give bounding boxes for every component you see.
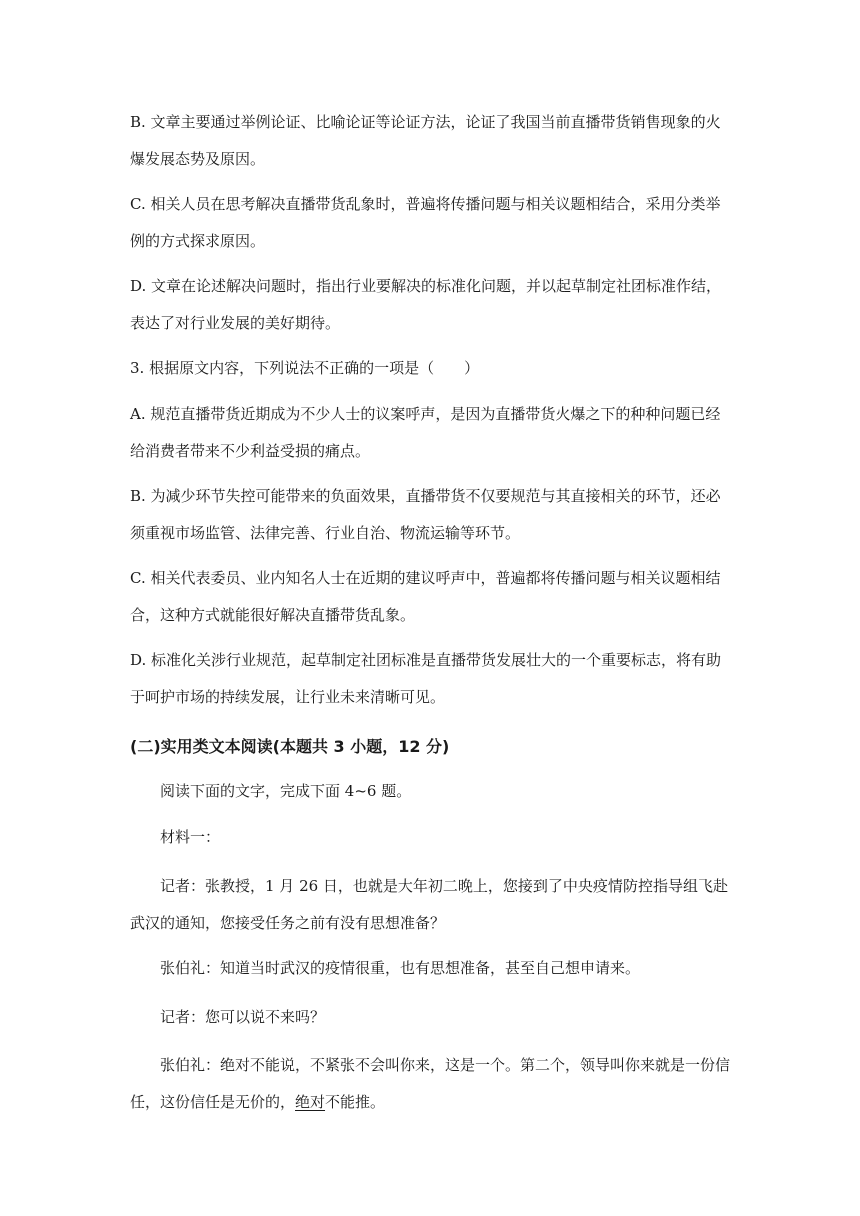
underlined-word: 绝对 [295,1093,326,1111]
text-line: D. 标准化关涉行业规范，起草制定社团标准是直播带货发展壮大的一个重要标志，将有助 [130,651,722,669]
text-line: 合，这种方式就能很好解决直播带货乱象。 [130,606,416,624]
option-a-q3 [130,396,730,470]
text-line: 表达了对行业发展的美好期待。 [130,314,341,332]
dialogue-reporter-1 [130,868,730,942]
text-line: 爆发展态势及原因。 [130,150,266,168]
text-line: 张伯礼：绝对不能说，不紧张不会叫你来，这是一个。第二个，领导叫你来就是一份信 [160,1056,731,1074]
question-text: 3. 根据原文内容，下列说法不正确的一项是（ ） [130,359,480,377]
text-line: 张伯礼：知道当时武汉的疫情很重，也有思想准备，甚至自己想申请来。 [160,959,641,977]
section-instruction [130,773,730,810]
material-label [130,819,730,856]
text-line: 例的方式探求原因。 [130,232,266,250]
text-segment: 不能推。 [325,1093,386,1111]
material-label-text: 材料一： [160,828,221,846]
option-b-q2 [130,104,730,178]
text-line: 给消费者带来不少利益受损的痛点。 [130,442,371,460]
text-line: B. 为减少环节失控可能带来的负面效果，直播带货不仅要规范与其直接相关的环节，还必 [130,487,721,505]
option-b-q3 [130,478,730,552]
text-line [130,1084,730,1121]
dialogue-zhang-1 [130,950,730,987]
option-d-q3 [130,642,730,716]
text-line: C. 相关代表委员、业内知名人士在近期的建议呼声中，普遍都将传播问题与相关议题相结 [130,569,721,587]
text-line: 记者：您可以说不来吗？ [160,1008,326,1026]
option-c-q2 [130,186,730,260]
text-line: 于呵护市场的持续发展，让行业未来清晰可见。 [130,688,446,706]
instruction-text: 阅读下面的文字，完成下面 4~6 题。 [160,782,412,800]
text-line: A. 规范直播带货近期成为不少人士的议案呼声，是因为直播带货火爆之下的种种问题已经 [130,405,721,423]
option-d-q2 [130,268,730,342]
text-line: D. 文章在论述解决问题时，指出行业要解决的标准化问题，并以起草制定社团标准作结， [130,277,722,295]
text-line: C. 相关人员在思考解决直播带货乱象时，普遍将传播问题与相关议题相结合，采用分类举 [130,195,721,213]
dialogue-zhang-2 [130,1047,730,1121]
text-segment: 任，这份信任是无价的， [130,1093,296,1111]
text-line: B. 文章主要通过举例论证、比喻论证等论证方法，论证了我国当前直播带货销售现象的火 [130,113,721,131]
text-line: 须重视市场监管、法律完善、行业自治、物流运输等环节。 [130,524,521,542]
text-line: 记者：张教授，1 月 26 日，也就是大年初二晚上，您接到了中央疫情防控指导组飞赴 [160,877,728,895]
question-3 [130,350,730,387]
option-c-q3 [130,560,730,634]
dialogue-reporter-2 [130,999,730,1036]
text-line: 武汉的通知，您接受任务之前有没有思想准备？ [130,914,446,932]
section-heading: (二)实用类文本阅读(本题共 3 小题，12 分) [130,737,450,756]
